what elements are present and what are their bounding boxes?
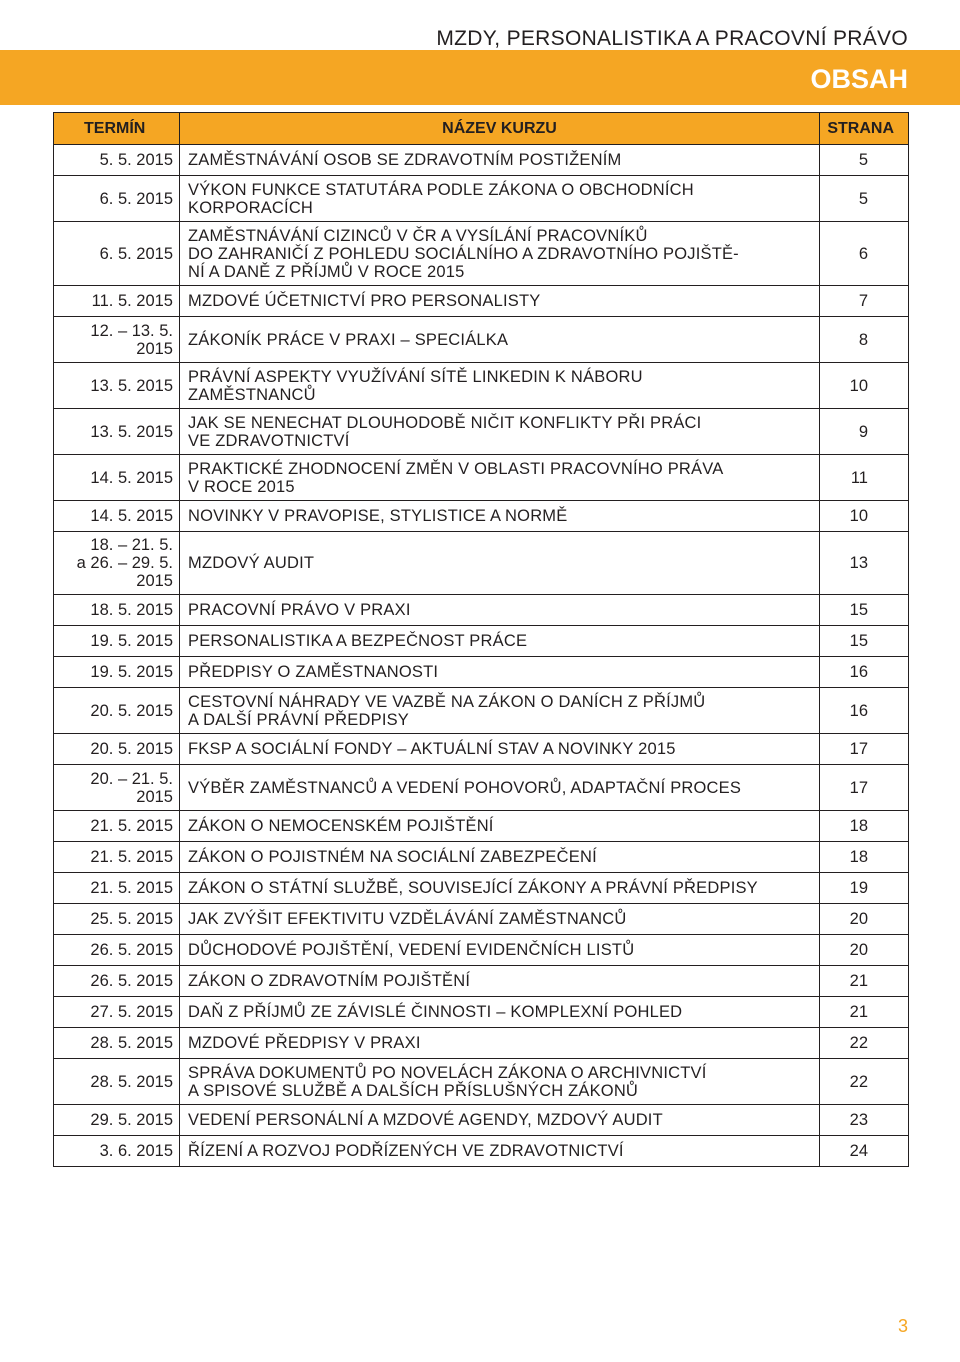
- toc-row: [54, 532, 909, 595]
- toc-date: 21. 5. 2015: [54, 873, 180, 904]
- toc-header-row: [54, 113, 909, 145]
- toc-date: 29. 5. 2015: [54, 1105, 180, 1136]
- toc-date: 13. 5. 2015: [54, 409, 180, 455]
- toc-course-name: FKSP A SOCIÁLNÍ FONDY – AKTUÁLNÍ STAV A NOVINKY 2015: [180, 734, 820, 765]
- toc-course-name: CESTOVNÍ NÁHRADY VE VAZBĚ NA ZÁKON O DANÍCH Z PŘÍJMŮ A DALŠÍ PRÁVNÍ PŘEDPISY: [180, 688, 820, 734]
- toc-page: 19: [820, 873, 909, 904]
- document-title: MZDY, PERSONALISTIKA A PRACOVNÍ PRÁVO: [436, 27, 908, 50]
- toc-page: 16: [820, 657, 909, 688]
- toc-row: [54, 317, 909, 363]
- toc-page: 17: [820, 765, 909, 811]
- toc-course-name: ZÁKON O STÁTNÍ SLUŽBĚ, SOUVISEJÍCÍ ZÁKONY A PRÁVNÍ PŘEDPISY: [180, 873, 820, 904]
- toc-row: [54, 811, 909, 842]
- toc-page: 21: [820, 997, 909, 1028]
- toc-row: [54, 409, 909, 455]
- toc-row: [54, 765, 909, 811]
- toc-course-name: DAŇ Z PŘÍJMŮ ZE ZÁVISLÉ ČINNOSTI – KOMPLEXNÍ POHLED: [180, 997, 820, 1028]
- toc-page: 11: [820, 455, 909, 501]
- toc-date: 20. 5. 2015: [54, 734, 180, 765]
- toc-date: 6. 5. 2015: [54, 222, 180, 286]
- toc-course-name: ZÁKON O ZDRAVOTNÍM POJIŠTĚNÍ: [180, 966, 820, 997]
- toc-date: 18. 5. 2015: [54, 595, 180, 626]
- toc-date: 5. 5. 2015: [54, 145, 180, 176]
- page-number: 3: [897, 1316, 908, 1336]
- toc-date: 20. 5. 2015: [54, 688, 180, 734]
- toc-course-name: NOVINKY V PRAVOPISE, STYLISTICE A NORMĚ: [180, 501, 820, 532]
- toc-course-name: MZDOVÝ AUDIT: [180, 532, 820, 595]
- toc-row: [54, 595, 909, 626]
- toc-page: 20: [820, 904, 909, 935]
- toc-date: 27. 5. 2015: [54, 997, 180, 1028]
- toc-row: [54, 286, 909, 317]
- toc-date: 19. 5. 2015: [54, 657, 180, 688]
- toc-page: 24: [820, 1136, 909, 1167]
- column-header-course: NÁZEV KURZU: [180, 113, 820, 145]
- toc-course-name: DŮCHODOVÉ POJIŠTĚNÍ, VEDENÍ EVIDENČNÍCH LISTŮ: [180, 935, 820, 966]
- toc-date: 14. 5. 2015: [54, 501, 180, 532]
- toc-course-name: PRACOVNÍ PRÁVO V PRAXI: [180, 595, 820, 626]
- toc-row: [54, 842, 909, 873]
- toc-date: 28. 5. 2015: [54, 1028, 180, 1059]
- toc-row: [54, 145, 909, 176]
- toc-date: 21. 5. 2015: [54, 811, 180, 842]
- toc-row: [54, 734, 909, 765]
- toc-course-name: ZAMĚSTNÁVÁNÍ CIZINCŮ V ČR A VYSÍLÁNÍ PRACOVNÍKŮ DO ZAHRANIČÍ Z POHLEDU SOCIÁLNÍHO A ZDRAVOTNÍHO POJIŠTĚ- NÍ A DANĚ Z PŘÍJMŮ V ROCE 2015: [180, 222, 820, 286]
- toc-course-name: ZÁKON O NEMOCENSKÉM POJIŠTĚNÍ: [180, 811, 820, 842]
- toc-row: [54, 1105, 909, 1136]
- toc-date: 18. – 21. 5. a 26. – 29. 5. 2015: [54, 532, 180, 595]
- toc-page: 13: [820, 532, 909, 595]
- toc-row: [54, 657, 909, 688]
- toc-page: 5: [820, 176, 909, 222]
- toc-row: [54, 966, 909, 997]
- toc-page: 15: [820, 595, 909, 626]
- toc-row: [54, 222, 909, 286]
- toc-date: 21. 5. 2015: [54, 842, 180, 873]
- toc-date: 3. 6. 2015: [54, 1136, 180, 1167]
- toc-row: [54, 1028, 909, 1059]
- toc-date: 14. 5. 2015: [54, 455, 180, 501]
- toc-date: 26. 5. 2015: [54, 966, 180, 997]
- toc-row: [54, 501, 909, 532]
- toc-date: 6. 5. 2015: [54, 176, 180, 222]
- toc-row: [54, 1059, 909, 1105]
- toc-row: [54, 626, 909, 657]
- toc-course-name: MZDOVÉ ÚČETNICTVÍ PRO PERSONALISTY: [180, 286, 820, 317]
- toc-course-name: MZDOVÉ PŘEDPISY V PRAXI: [180, 1028, 820, 1059]
- toc-date: 12. – 13. 5. 2015: [54, 317, 180, 363]
- toc-course-name: PRAKTICKÉ ZHODNOCENÍ ZMĚN V OBLASTI PRACOVNÍHO PRÁVA V ROCE 2015: [180, 455, 820, 501]
- toc-date: 13. 5. 2015: [54, 363, 180, 409]
- toc-course-name: ZAMĚSTNÁVÁNÍ OSOB SE ZDRAVOTNÍM POSTIŽENÍM: [180, 145, 820, 176]
- column-header-page: STRANA: [820, 113, 909, 145]
- toc-row: [54, 997, 909, 1028]
- toc-page: 23: [820, 1105, 909, 1136]
- toc-row: [54, 176, 909, 222]
- toc-page: 10: [820, 501, 909, 532]
- toc-course-name: SPRÁVA DOKUMENTŮ PO NOVELÁCH ZÁKONA O ARCHIVNICTVÍ A SPISOVÉ SLUŽBĚ A DALŠÍCH PŘÍSLUŠNÝCH ZÁKONŮ: [180, 1059, 820, 1105]
- toc-date: 28. 5. 2015: [54, 1059, 180, 1105]
- toc-course-name: JAK ZVÝŠIT EFEKTIVITU VZDĚLÁVÁNÍ ZAMĚSTNANCŮ: [180, 904, 820, 935]
- toc-page: 21: [820, 966, 909, 997]
- toc-course-name: ŘÍZENÍ A ROZVOJ PODŘÍZENÝCH VE ZDRAVOTNICTVÍ: [180, 1136, 820, 1167]
- toc-row: [54, 363, 909, 409]
- toc-page: 22: [820, 1028, 909, 1059]
- toc-row: [54, 904, 909, 935]
- toc-page: 17: [820, 734, 909, 765]
- toc-body: [54, 145, 909, 1167]
- toc-course-name: ZÁKONÍK PRÁCE V PRAXI – SPECIÁLKA: [180, 317, 820, 363]
- toc-course-name: ZÁKON O POJISTNÉM NA SOCIÁLNÍ ZABEZPEČENÍ: [180, 842, 820, 873]
- toc-course-name: JAK SE NENECHAT DLOUHODOBĚ NIČIT KONFLIKTY PŘI PRÁCI VE ZDRAVOTNICTVÍ: [180, 409, 820, 455]
- column-header-date: TERMÍN: [54, 113, 180, 145]
- toc-page: 18: [820, 842, 909, 873]
- toc-date: 11. 5. 2015: [54, 286, 180, 317]
- toc-row: [54, 688, 909, 734]
- section-title: OBSAH: [810, 64, 908, 94]
- toc-course-name: VÝKON FUNKCE STATUTÁRA PODLE ZÁKONA O OBCHODNÍCH KORPORACÍCH: [180, 176, 820, 222]
- toc-course-name: VEDENÍ PERSONÁLNÍ A MZDOVÉ AGENDY, MZDOVÝ AUDIT: [180, 1105, 820, 1136]
- toc-page: 6: [820, 222, 909, 286]
- toc-page: 10: [820, 363, 909, 409]
- toc-course-name: VÝBĚR ZAMĚSTNANCŮ A VEDENÍ POHOVORŮ, ADAPTAČNÍ PROCES: [180, 765, 820, 811]
- toc-page: 20: [820, 935, 909, 966]
- toc-page: 16: [820, 688, 909, 734]
- toc-course-name: PERSONALISTIKA A BEZPEČNOST PRÁCE: [180, 626, 820, 657]
- toc-date: 25. 5. 2015: [54, 904, 180, 935]
- toc-page: 9: [820, 409, 909, 455]
- toc-row: [54, 873, 909, 904]
- toc-table: [53, 112, 909, 1167]
- toc-row: [54, 1136, 909, 1167]
- toc-row: [54, 935, 909, 966]
- toc-course-name: PRÁVNÍ ASPEKTY VYUŽÍVÁNÍ SÍTĚ LINKEDIN K NÁBORU ZAMĚSTNANCŮ: [180, 363, 820, 409]
- toc-page: 8: [820, 317, 909, 363]
- toc-date: 26. 5. 2015: [54, 935, 180, 966]
- toc-page: 7: [820, 286, 909, 317]
- toc-course-name: PŘEDPISY O ZAMĚSTNANOSTI: [180, 657, 820, 688]
- toc-date: 20. – 21. 5. 2015: [54, 765, 180, 811]
- toc-page: 5: [820, 145, 909, 176]
- toc-page: 15: [820, 626, 909, 657]
- toc-page: 18: [820, 811, 909, 842]
- toc-page: 22: [820, 1059, 909, 1105]
- toc-date: 19. 5. 2015: [54, 626, 180, 657]
- toc-row: [54, 455, 909, 501]
